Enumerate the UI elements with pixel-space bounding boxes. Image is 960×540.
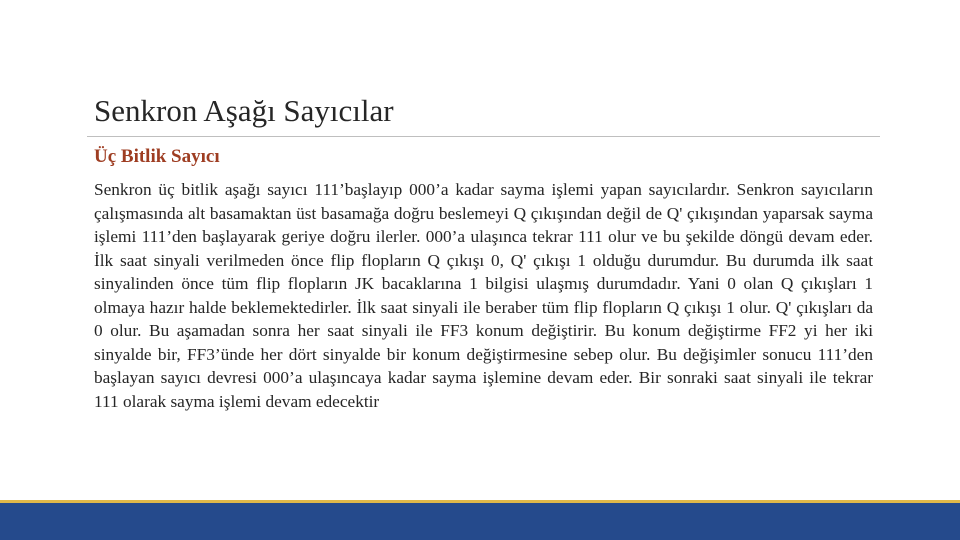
footer-band	[0, 503, 960, 540]
slide-title: Senkron Aşağı Sayıcılar	[94, 93, 394, 128]
title-divider	[87, 136, 880, 137]
slide-subtitle: Üç Bitlik Sayıcı	[94, 146, 220, 167]
body-paragraph: Senkron üç bitlik aşağı sayıcı 111’başlayıp 000’a kadar sayma işlemi yapan sayıcılardır. Senkron sayıcıların çalışmasında alt basamaktan üst basamağa doğru beslemeyi Q çıkışından değil de Q' çıkışından yaparsak sayma işlemi 111’den başlayarak geriye doğru ilerler. 000’a ulaşınca tekrar 111 olur ve bu şekilde döngü devam eder. İlk saat sinyali verilmeden önce flip flopların Q çıkışı 0, Q' çıkışı 1 olduğu durumdur. Bu durumda ilk saat sinyalinden önce tüm flip flopların JK bacaklarına 1 bilgisi ulaşmış durumdadır. Yani 0 olan Q çıkışları 1 olmaya hazır halde beklemektedirler. İlk saat sinyali ile beraber tüm flip flopların Q çıkışı 1 olur. Q' çıkışları da 0 olur. Bu aşamadan sonra her saat sinyali ile FF3 konum değiştirir. Bu konum değiştirme FF2 yi her iki sinyalde bir, FF3’ünde her dört sinyalde bir konum değiştirmesine sebep olur. Bu değişimler sonucu 111’den başlayan sayıcı devresi 000’a ulaşıncaya kadar sayma işlemine devam eder. Bir sonraki saat sinyali ile tekrar 111 olarak sayma işlemi devam edecektir	[94, 180, 873, 411]
